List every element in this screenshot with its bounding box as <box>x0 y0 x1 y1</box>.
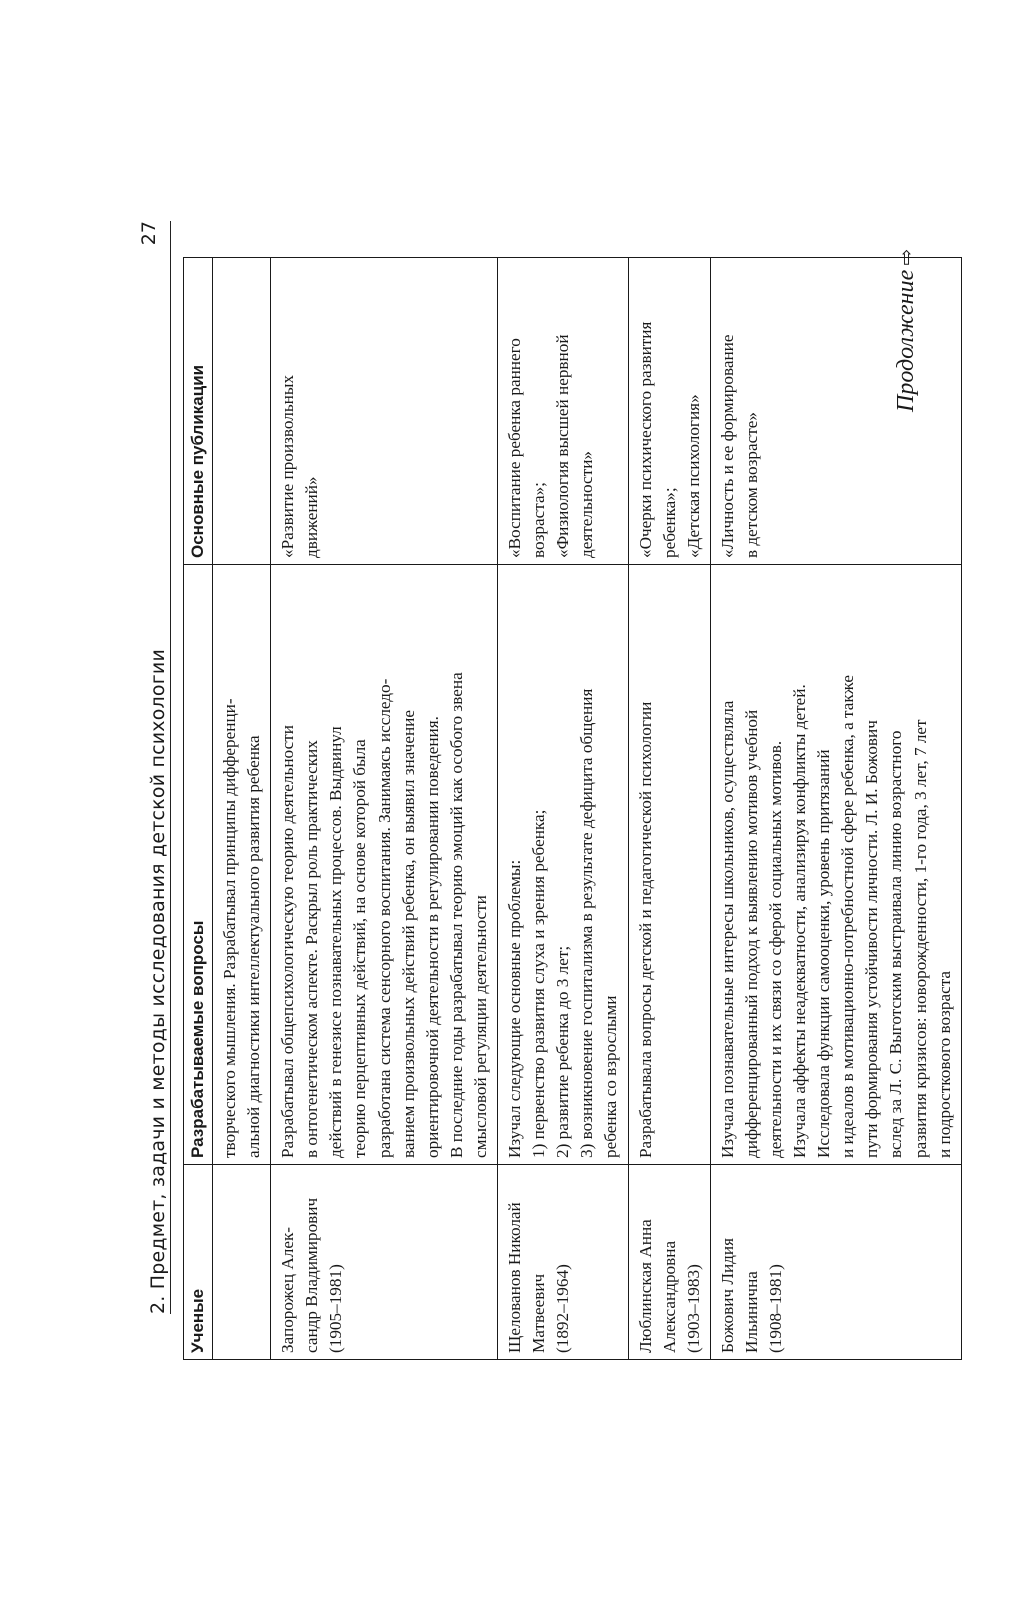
publication-line: ребенка»; <box>659 487 679 558</box>
outlined-arrow-right-icon: ⇨ <box>896 248 918 266</box>
issues-line: пути формирования устойчивости личности. Л. И. Божович <box>862 720 882 1158</box>
publication-line: «Личность и ее формирование <box>717 334 737 558</box>
issues-line: ребенка со взрослыми <box>601 995 621 1158</box>
publication-line: «Очерки психического развития <box>635 321 655 558</box>
scientists-table-container <box>183 258 962 1360</box>
publication-line: «Физиология высшей нервной <box>553 334 573 558</box>
issues-line: и идеалов в мотивационно-потребностной сфере ребенка, а также <box>838 674 858 1158</box>
issues-line: Изучала познавательные интересы школьников, осуществляла <box>717 700 737 1158</box>
publications-cell <box>710 258 961 565</box>
issues-line: Исследовала функции самооценки, уровень притязаний <box>814 749 834 1158</box>
issues-cell <box>271 565 498 1165</box>
scientist-line: сандр Владимирович <box>302 1197 322 1353</box>
publication-line: возраста»; <box>529 482 549 558</box>
page-number: 27 <box>138 221 160 246</box>
publication-line: движений» <box>302 476 322 558</box>
scientist-line: Божович Лидия <box>717 1237 737 1353</box>
column-header-scientists: Ученые <box>184 1165 213 1360</box>
issues-line: ориентировочной деятельности в регулировании поведения. <box>422 716 442 1158</box>
scientist-cell <box>498 1165 628 1360</box>
continued-text: Продолжение <box>893 269 919 412</box>
issues-line: развития кризисов: новорожденности, 1-го года, 3 лет, 7 лет <box>910 719 930 1158</box>
scientists-table <box>183 257 962 1360</box>
issues-line: 2) развитие ребенка до 3 лет; <box>553 945 573 1158</box>
scientist-line: Люблинская Анна <box>635 1219 655 1353</box>
table-body <box>213 258 962 1360</box>
scientist-line: (1903–1983) <box>683 1264 703 1353</box>
scientist-cell <box>710 1165 961 1360</box>
scientist-cell <box>271 1165 498 1360</box>
issues-line: Разрабатывала вопросы детской и педагогической психологии <box>635 701 655 1158</box>
scientist-line: Матвеевич <box>529 1273 549 1353</box>
issues-line: В последние годы разрабатывал теорию эмоций как особого звена <box>446 672 466 1158</box>
table-row <box>498 258 628 1360</box>
publication-line: «Детская психология» <box>683 394 703 558</box>
issues-line: дифференцированный подход к выявлению мотивов учебной <box>741 709 761 1158</box>
publication-line: деятельности» <box>577 451 597 558</box>
table-row <box>213 258 271 1360</box>
issues-line: Разрабатывал общепсихологическую теорию деятельности <box>278 725 298 1158</box>
issues-cell <box>213 565 271 1165</box>
issues-line: теорию перцептивных действий, на основе которой была <box>350 739 370 1158</box>
running-head <box>138 221 171 1314</box>
scientist-line: Александровна <box>659 1240 679 1353</box>
scientist-cell <box>628 1165 710 1360</box>
issues-line: Изучала аффекты неадекватности, анализируя конфликты детей. <box>790 684 810 1158</box>
issues-line: разработана система сенсорного воспитания. Занимаясь исследо- <box>374 678 394 1158</box>
publications-cell <box>271 258 498 565</box>
issues-line: смысловой регуляции деятельности <box>470 895 490 1158</box>
issues-cell <box>628 565 710 1165</box>
publications-cell <box>628 258 710 565</box>
running-title: 2. Предмет, задачи и методы исследования детской психологии <box>147 648 169 1314</box>
publication-line: в детском возрасте» <box>741 411 761 558</box>
publications-cell <box>498 258 628 565</box>
continued-label <box>893 249 920 412</box>
issues-line: Изучал следующие основные проблемы: <box>505 859 525 1158</box>
issues-line: творческого мышления. Разрабатывал принципы дифференци- <box>220 698 239 1158</box>
publications-cell <box>213 258 271 565</box>
issues-cell <box>710 565 961 1165</box>
scientist-line: Щелованов Николай <box>505 1202 525 1353</box>
scientist-cell <box>213 1165 271 1360</box>
table-row <box>628 258 710 1360</box>
issues-line: альной диагностики интеллектуального развития ребенка <box>244 735 264 1158</box>
issues-line: деятельности и их связи со сферой социальных мотивов. <box>765 740 785 1158</box>
issues-line: вслед за Л. С. Выготским выстраивала линию возрастного <box>886 730 906 1158</box>
issues-line: 1) первенство развития слуха и зрения ребенка; <box>529 809 549 1158</box>
publication-line: «Развитие произвольных <box>278 374 298 558</box>
issues-line: и подросткового возраста <box>934 970 954 1158</box>
scientist-line: (1908–1981) <box>765 1264 785 1353</box>
table-header-row <box>184 258 213 1360</box>
issues-line: 3) возникновение госпитализма в результате дефицита общения <box>577 688 597 1158</box>
issues-line: ванием произвольных действий ребенка, он выявил значение <box>398 710 418 1158</box>
scientist-line: (1905–1981) <box>326 1264 346 1353</box>
table-row <box>271 258 498 1360</box>
issues-cell <box>498 565 628 1165</box>
scientist-line: Ильинична <box>741 1271 761 1353</box>
column-header-issues: Разрабатываемые вопросы <box>184 565 213 1165</box>
issues-line: действий в генезисе познавательных процессов. Выдвинул <box>326 726 346 1158</box>
publication-line: «Воспитание ребенка раннего <box>505 338 525 558</box>
scientist-line: Запорожец Алек- <box>278 1226 298 1353</box>
scientist-line: (1892–1964) <box>553 1264 573 1353</box>
column-header-publications: Основные публикации <box>184 258 213 565</box>
issues-line: в онтогенетическом аспекте. Раскрыл роль практических <box>302 740 322 1158</box>
table-row <box>710 258 961 1360</box>
